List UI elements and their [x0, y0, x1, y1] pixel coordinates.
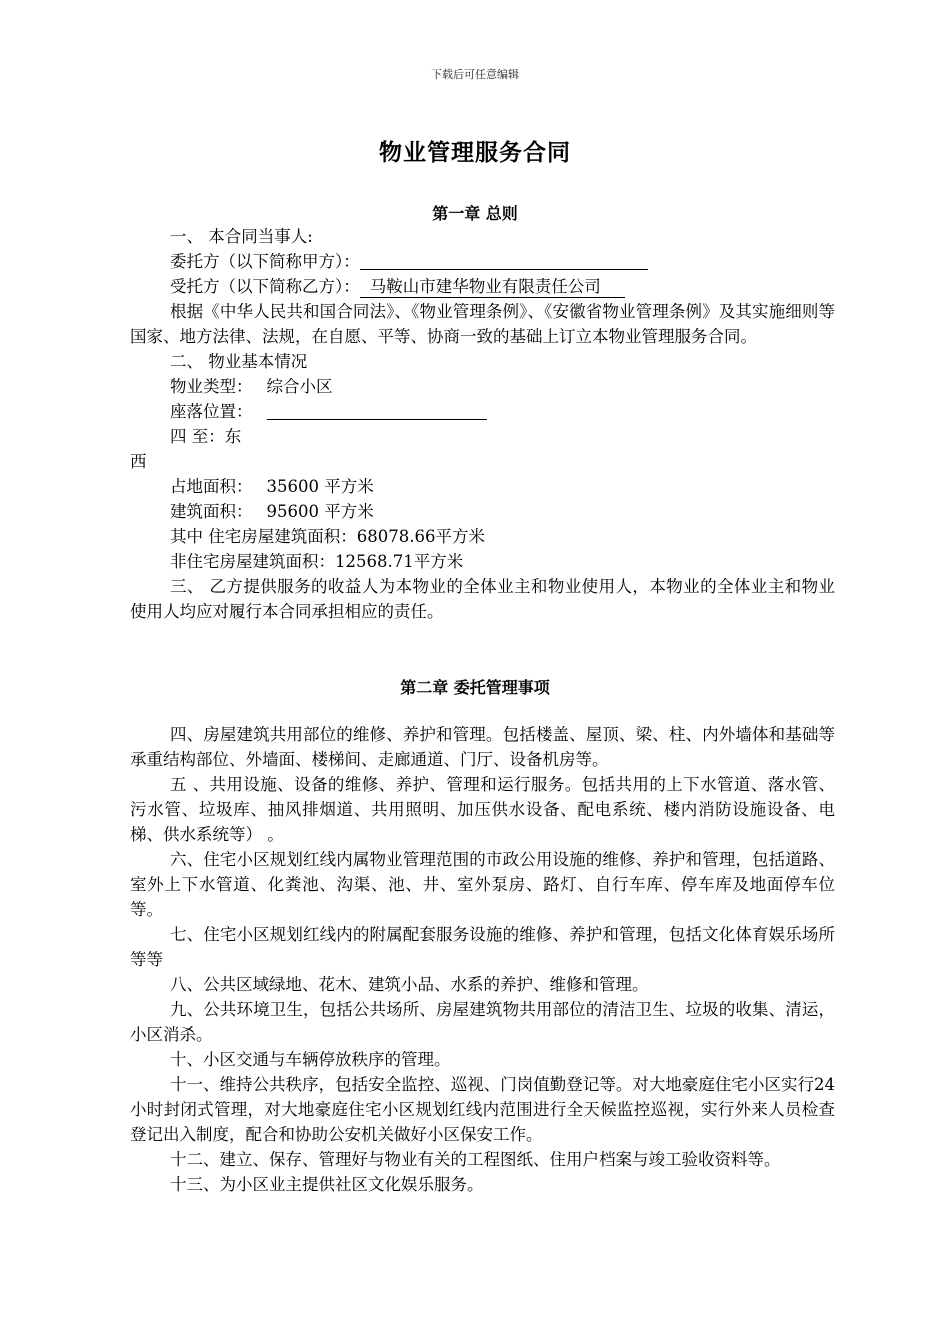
- building-area-value: 95600 平方米: [266, 502, 374, 521]
- property-type-label: 物业类型：: [170, 377, 253, 396]
- party-a-line: [130, 249, 835, 274]
- clause-9: 九、公共环境卫生，包括公共场所、房屋建筑物共用部位的清洁卫生、垃圾的收集、清运，小区消杀。: [130, 1000, 835, 1044]
- land-area-line: [130, 474, 835, 499]
- chapter-1-body: [130, 224, 835, 624]
- clause-7: 七、住宅小区规划红线内的附属配套服务设施的维修、养护和管理，包括文化体育娱乐场所等等: [130, 925, 835, 969]
- chapter-1-heading: 第一章 总则: [432, 204, 518, 223]
- header-note: 下载后可任意编辑: [431, 68, 519, 81]
- basis-paragraph: 根据《中华人民共和国合同法》、《物业管理条例》、《安徽省物业管理条例》及其实施细则等国家、地方法律、法规，在自愿、平等、协商一致的基础上订立本物业管理服务合同。: [130, 302, 835, 346]
- bounds-west-line: 西: [130, 452, 147, 471]
- party-b-line: [130, 274, 835, 299]
- party-b-value: 马鞍山市建华物业有限责任公司: [360, 277, 625, 298]
- chapter-2-heading: 第二章 委托管理事项: [400, 678, 550, 697]
- clause-13: 十三、为小区业主提供社区文化娱乐服务。: [170, 1175, 484, 1194]
- building-area-line: [130, 499, 835, 524]
- bounds-line: 四 至：东: [170, 427, 242, 446]
- property-type-line: [130, 374, 835, 399]
- clause-5: 五 、共用设施、设备的维修、养护、管理和运行服务。包括共用的上下水管道、落水管、污水管、垃圾库、抽风排烟道、共用照明、加压供水设备、配电系统、楼内消防设施设备、电梯、供水系统等） 。: [130, 775, 835, 844]
- item-3: 三、 乙方提供服务的收益人为本物业的全体业主和物业使用人，本物业的全体业主和物业使用人均应对履行本合同承担相应的责任。: [130, 577, 835, 621]
- item-2: 二、 物业基本情况: [170, 352, 308, 371]
- non-residential-area-line: 非住宅房屋建筑面积：12568.71平方米: [170, 552, 464, 571]
- land-area-label: 占地面积：: [170, 477, 253, 496]
- clause-4: 四、房屋建筑共用部位的维修、养护和管理。包括楼盖、屋顶、梁、柱、内外墙体和基础等承重结构部位、外墙面、楼梯间、走廊通道、门厅、设备机房等。: [130, 725, 835, 769]
- residential-area-line: 其中 住宅房屋建筑面积：68078.66平方米: [170, 527, 485, 546]
- chapter-2-body: [130, 722, 835, 1197]
- building-area-label: 建筑面积：: [170, 502, 253, 521]
- location-blank: [267, 401, 487, 420]
- party-a-blank: [360, 251, 648, 270]
- location-label: 座落位置：: [170, 402, 253, 421]
- clause-12: 十二、建立、保存、管理好与物业有关的工程图纸、住用户档案与竣工验收资料等。: [170, 1150, 781, 1169]
- clause-10: 十、小区交通与车辆停放秩序的管理。: [170, 1050, 451, 1069]
- location-line: [130, 399, 835, 424]
- land-area-value: 35600 平方米: [266, 477, 374, 496]
- item-1: 一、 本合同当事人:: [170, 227, 313, 246]
- clause-8: 八、公共区域绿地、花木、建筑小品、水系的养护、维修和管理。: [170, 975, 649, 994]
- property-type-value: 综合小区: [266, 377, 333, 396]
- party-a-label: 委托方（以下简称甲方）：: [170, 252, 360, 271]
- party-b-label: 受托方（以下简称乙方）：: [170, 277, 360, 296]
- clause-6: 六、住宅小区规划红线内属物业管理范围的市政公用设施的维修、养护和管理，包括道路、室外上下水管道、化粪池、沟渠、池、井、室外泵房、路灯、自行车库、停车库及地面停车位等。: [130, 850, 835, 919]
- document-title: 物业管理服务合同: [379, 139, 571, 166]
- clause-11: 十一、维持公共秩序，包括安全监控、巡视、门岗值勤登记等。对大地豪庭住宅小区实行24小时封闭式管理，对大地豪庭住宅小区规划红线内范围进行全天候监控巡视，实行外来人员检查登记出入制度，配合和协助公安机关做好小区保安工作。: [130, 1075, 835, 1144]
